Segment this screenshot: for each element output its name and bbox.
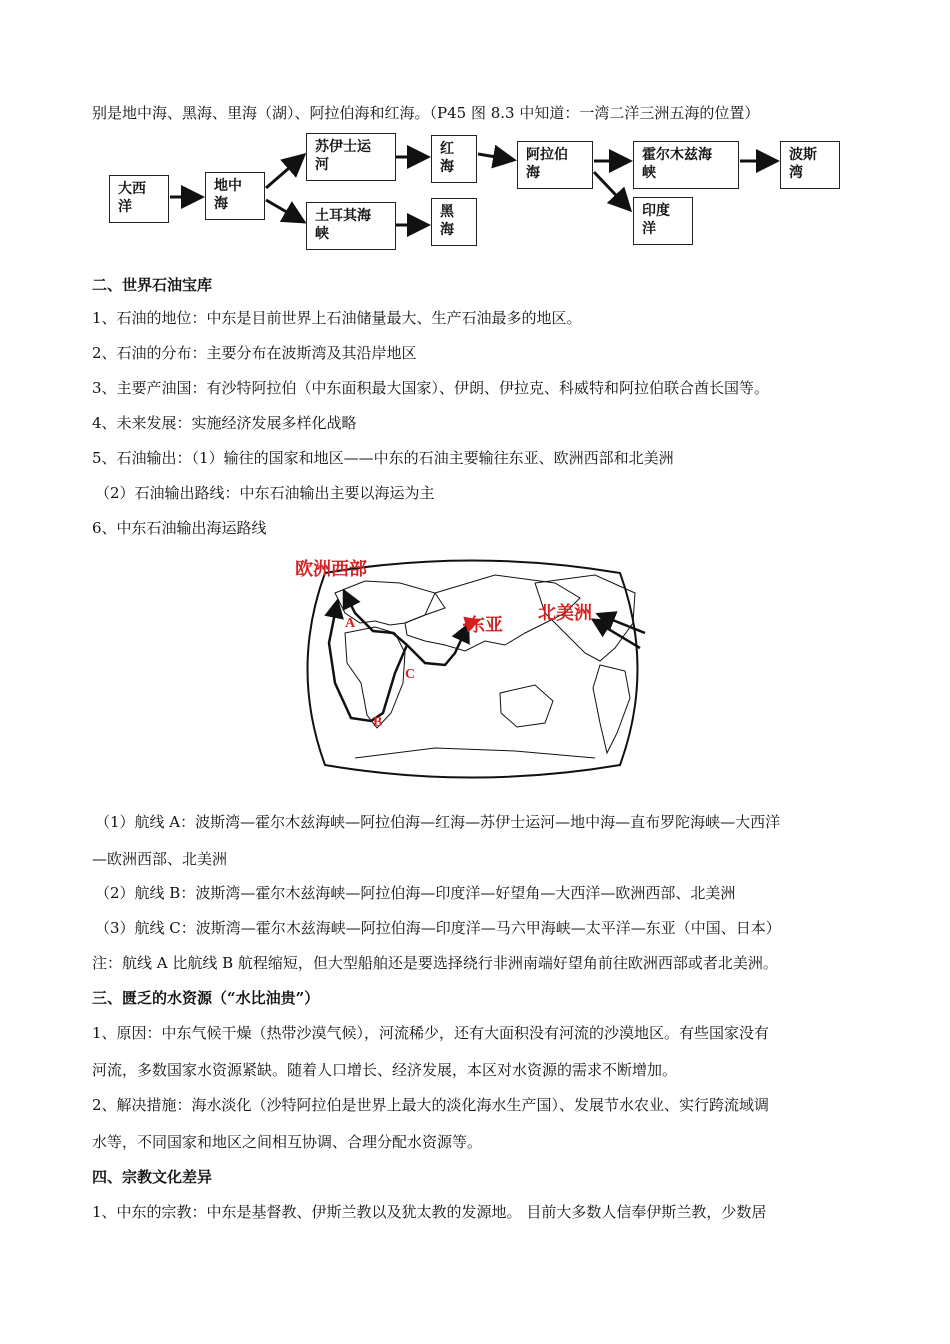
arrow-arabian-indian xyxy=(594,172,630,210)
oil-item: （2）石油输出路线：中东石油输出主要以海运为主 xyxy=(95,484,435,502)
oil-item: 4、未来发展：实施经济发展多样化战略 xyxy=(92,414,357,432)
map-label-route-b: B xyxy=(373,715,383,730)
section-title-oil: 二、世界石油宝库 xyxy=(92,276,213,294)
intro-line: 别是地中海、黑海、里海（湖）、阿拉伯海和红海。（P45 图 8.3 中知道：一湾二洋三洲五海的位置） xyxy=(92,104,760,122)
water-item: 河流，多数国家水资源紧缺。随着人口增长、经济发展，本区对水资源的需求不断增加。 xyxy=(92,1061,678,1079)
oil-item: 6、中东石油输出海运路线 xyxy=(92,519,267,537)
route-line-b: （2）航线 B：波斯湾—霍尔木兹海峡—阿拉伯海—印度洋—好望角—大西洋—欧洲西部、北美洲 xyxy=(95,884,736,902)
oil-item: 1、石油的地位：中东是目前世界上石油储量最大、生产石油最多的地区。 xyxy=(92,309,582,327)
arrow-med-turkish xyxy=(266,200,304,222)
arrow-red-arabian xyxy=(478,154,514,160)
route-line-a: （1）航线 A：波斯湾—霍尔木兹海峡—阿拉伯海—红海—苏伊士运河—地中海—直布罗陀海峡—大西洋 xyxy=(95,813,781,831)
flow-box-turkish: 土耳其海 峡 xyxy=(306,202,396,250)
section-title-water: 三、匮乏的水资源（“水比油贵”） xyxy=(92,989,320,1007)
flow-box-hormuz: 霍尔木兹海 峡 xyxy=(633,141,739,189)
flow-box-mediterranean: 地中 海 xyxy=(205,172,265,220)
route-line-c: （3）航线 C：波斯湾—霍尔木兹海峡—阿拉伯海—印度洋—马六甲海峡—太平洋—东亚（中国、日本） xyxy=(95,919,781,937)
flow-box-red-sea: 红 海 xyxy=(431,135,477,183)
map-label-europe: 欧洲西部 xyxy=(295,559,367,579)
map-label-route-c: C xyxy=(405,667,416,682)
flow-box-persian: 波斯 湾 xyxy=(780,141,840,189)
water-item: 1、原因：中东气候干燥（热带沙漠气候），河流稀少，还有大面积没有河流的沙漠地区。有些国家没有 xyxy=(92,1024,770,1042)
flow-box-atlantic: 大西 洋 xyxy=(109,175,169,223)
water-item: 水等，不同国家和地区之间相互协调、合理分配水资源等。 xyxy=(92,1133,483,1151)
flow-box-black-sea: 黑 海 xyxy=(431,198,477,246)
flow-box-suez: 苏伊士运 河 xyxy=(306,133,396,181)
water-item: 2、解决措施：海水淡化（沙特阿拉伯是世界上最大的淡化海水生产国）、发展节水农业、实行跨流域调 xyxy=(92,1096,770,1114)
flow-box-arabian: 阿拉伯 海 xyxy=(517,141,593,189)
section-title-religion: 四、宗教文化差异 xyxy=(92,1168,213,1186)
route-line-a-cont: —欧洲西部、北美洲 xyxy=(92,850,228,868)
oil-item: 3、主要产油国：有沙特阿拉伯（中东面积最大国家）、伊朗、伊拉克、科威特和阿拉伯联合酋长国等。 xyxy=(92,379,770,397)
oil-route-map xyxy=(295,553,650,785)
flow-box-indian: 印度 洋 xyxy=(633,197,693,245)
map-label-east-asia: 东亚 xyxy=(467,615,503,635)
arrow-med-suez xyxy=(266,155,304,188)
religion-item: 1、中东的宗教：中东是基督教、伊斯兰教以及犹太教的发源地。 目前大多数人信奉伊斯兰教，少数居 xyxy=(92,1203,767,1221)
map-label-north-america: 北美洲 xyxy=(538,603,592,623)
map-frame xyxy=(308,561,638,778)
oil-item: 5、石油输出：（1）输往的国家和地区——中东的石油主要输往东亚、欧洲西部和北美洲 xyxy=(92,449,674,467)
map-label-route-a: A xyxy=(345,616,356,631)
route-note: 注：航线 A 比航线 B 航程缩短，但大型船舶还是要选择绕行非洲南端好望角前往欧洲西部或者北美洲。 xyxy=(92,954,778,972)
oil-item: 2、石油的分布：主要分布在波斯湾及其沿岸地区 xyxy=(92,344,417,362)
